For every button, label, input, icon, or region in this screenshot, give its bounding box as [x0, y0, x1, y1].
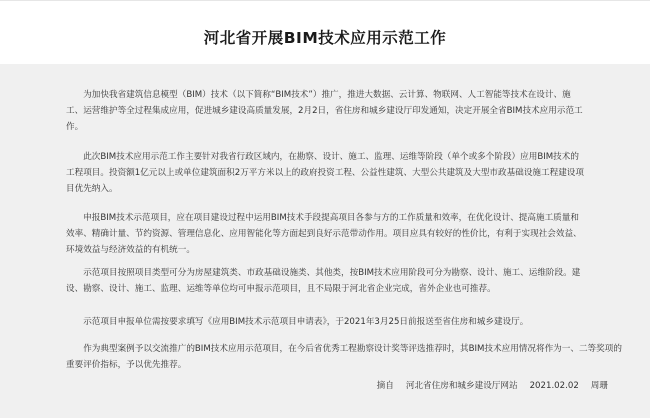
paragraph-scope: 此次BIM技术应用示范工作主要针对我省行政区域内，在勘察、设计、施工、监理、运维等阶段（单个或多个阶段）应用BIM技术的工程项目。投资额1亿元以上或单位建筑面积2万平方米以上的政府投资工程、公益性建筑、大型公共建筑及大型市政基础设施工程建设项目优先纳入。	[66, 152, 584, 194]
article-body	[0, 64, 650, 418]
paragraph-categories: 示范项目按照项目类型可分为房屋建筑类、市政基础设施类、其他类，按BIM技术应用阶段可分为勘察、设计、施工、运维阶段。建设、勘察、设计、施工、监理、运维等单位均可申报示范项目，且不局限于河北省企业完成，省外企业也可推荐。	[66, 268, 581, 294]
source-prefix: 摘自	[376, 381, 394, 391]
paragraph-deadline: 示范项目申报单位需按要求填写《应用BIM技术示范项目申请表》，于2021年3月25日前报送至省住房和城乡建设厅。	[83, 317, 529, 327]
source-author: 周珊	[590, 381, 608, 391]
paragraph-requirements: 申报BIM技术示范项目，应在项目建设过程中运用BIM技术手段提高项目各参与方的工作质量和效率，在优化设计、提高施工质量和效率、精确计量、节约资源、管理信息化、应用智能化等方面起到良好示范带动作用。项目应具有较好的性价比，有利于实现社会效益、环境效益与经济效益的有机统一。	[66, 213, 582, 255]
source-attribution	[377, 378, 608, 394]
paragraph-intro: 为加快我省建筑信息模型（BIM）技术（以下简称“BIM技术”）推广，推进大数据、云计算、物联网、人工智能等技术在设计、施工、运营维护等全过程集成应用，促进城乡建设高质量发展，2月2日，省住房和城乡建设厅印发通知，决定开展全省BIM技术应用示范工作。	[66, 90, 583, 132]
source-date: 2021.02.02	[529, 381, 579, 391]
source-name: 河北省住房和城乡建设厅网站	[405, 381, 518, 391]
paragraph-promotion: 作为典型案例予以交流推广的BIM技术应用示范项目，在今后省优秀工程勘察设计奖等评选推荐时，其BIM技术应用情况将作为一、二等奖项的重要评价指标，予以优先推荐。	[66, 344, 622, 370]
article-title: 河北省开展BIM技术应用示范工作	[203, 29, 447, 47]
top-divider	[0, 0, 650, 1]
